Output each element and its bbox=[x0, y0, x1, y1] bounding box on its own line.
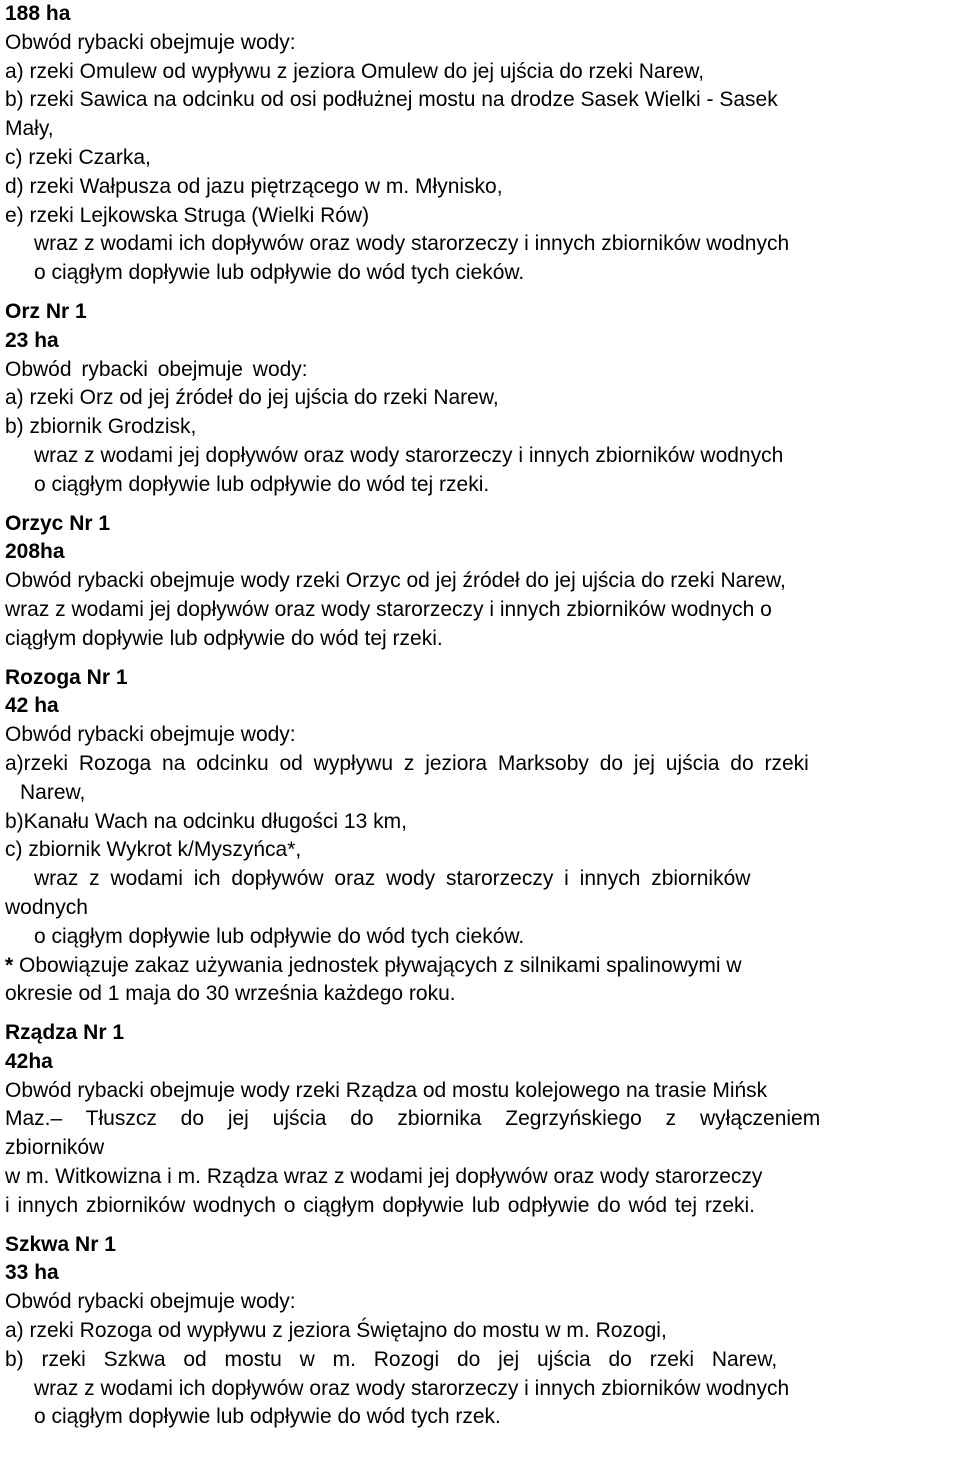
list-item: a)rzeki Rozoga na odcinku od wypływu z jeziora Marksoby do jej ujścia do rzeki bbox=[5, 751, 809, 775]
paragraph-line: wraz z wodami jej dopływów oraz wody starorzeczy i innych zbiorników wodnych o bbox=[5, 597, 772, 621]
list-item: c) rzeki Czarka, bbox=[5, 145, 151, 169]
paragraph-line: wraz z wodami ich dopływów oraz wody starorzeczy i innych zbiorników wodnych bbox=[34, 1376, 790, 1400]
paragraph-line: Obwód rybacki obejmuje wody rzeki Orzyc od jej źródeł do jej ujścia do rzeki Narew, bbox=[5, 569, 786, 593]
list-item: Mały, bbox=[5, 117, 54, 141]
section-area: 23 ha bbox=[5, 328, 59, 352]
section-orzyc bbox=[5, 510, 955, 654]
list-item: b) rzeki Sawica na odcinku od osi podłużnej mostu na drodze Sasek Wielki - Sasek bbox=[5, 88, 778, 112]
list-item: b) zbiornik Grodzisk, bbox=[5, 415, 197, 439]
paragraph-line: wraz z wodami jej dopływów oraz wody starorzeczy i innych zbiorników wodnych bbox=[34, 443, 784, 467]
paragraph-line: o ciągłym dopływie lub odpływie do wód tych cieków. bbox=[34, 924, 525, 948]
document-page bbox=[5, 0, 955, 1432]
section-continued bbox=[5, 0, 955, 288]
list-item: b) rzeki Szkwa od mostu w m. Rozogi do jej ujścia do rzeki Narew, bbox=[5, 1347, 778, 1371]
paragraph-line: o ciągłym dopływie lub odpływie do wód tych cieków. bbox=[34, 261, 525, 285]
section-area: 188 ha bbox=[5, 2, 71, 25]
footnote-mark: * bbox=[5, 953, 14, 977]
list-item: b)Kanału Wach na odcinku długości 13 km, bbox=[5, 809, 407, 833]
paragraph-line: Obwód rybacki obejmuje wody rzeki Rządza od mostu kolejowego na trasie Mińsk bbox=[5, 1078, 768, 1102]
section-title: Szkwa Nr 1 bbox=[5, 1232, 116, 1256]
paragraph-line: i innych zbiorników wodnych o ciągłym dopływie lub odpływie do wód tej rzeki. bbox=[5, 1193, 756, 1217]
section-intro: Obwód rybacki obejmuje wody: bbox=[5, 357, 308, 381]
section-intro: Obwód rybacki obejmuje wody: bbox=[5, 1290, 296, 1314]
section-area: 33 ha bbox=[5, 1261, 59, 1285]
list-item: Narew, bbox=[20, 780, 86, 804]
footnote-text: Obowiązuje zakaz używania jednostek pływających z silnikami spalinowymi w bbox=[13, 953, 742, 977]
section-title: Rządza Nr 1 bbox=[5, 1021, 125, 1045]
list-item: a) rzeki Omulew od wypływu z jeziora Omulew do jej ujścia do rzeki Narew, bbox=[5, 59, 705, 83]
paragraph-line: w m. Witkowizna i m. Rządza wraz z wodami jej dopływów oraz wody starorzeczy bbox=[5, 1165, 763, 1189]
footnote bbox=[5, 952, 955, 981]
list-item: c) zbiornik Wykrot k/Myszyńca*, bbox=[5, 838, 302, 862]
section-orz bbox=[5, 298, 955, 500]
paragraph-line: wraz z wodami ich dopływów oraz wody starorzeczy i innych zbiorników wodnych bbox=[34, 232, 790, 256]
paragraph-line: Maz.– Tłuszcz do jej ujścia do zbiornika Zegrzyńskiego z wyłączeniem bbox=[5, 1107, 821, 1131]
paragraph-line: o ciągłym dopływie lub odpływie do wód tych rzek. bbox=[34, 1405, 501, 1429]
section-title: Orz Nr 1 bbox=[5, 299, 87, 323]
paragraph-line: wodnych bbox=[5, 895, 88, 919]
list-item: e) rzeki Lejkowska Struga (Wielki Rów) bbox=[5, 203, 370, 227]
list-item: a) rzeki Orz od jej źródeł do jej ujścia do rzeki Narew, bbox=[5, 386, 499, 410]
footnote-line: okresie od 1 maja do 30 września każdego roku. bbox=[5, 982, 456, 1006]
section-szkwa bbox=[5, 1231, 955, 1433]
section-intro: Obwód rybacki obejmuje wody: bbox=[5, 30, 296, 54]
paragraph-line: ciągłym dopływie lub odpływie do wód tej rzeki. bbox=[5, 626, 443, 650]
section-rozoga bbox=[5, 664, 955, 1010]
section-area: 208ha bbox=[5, 540, 65, 564]
paragraph-line: wraz z wodami ich dopływów oraz wody starorzeczy i innych zbiorników bbox=[34, 867, 751, 891]
section-title: Rozoga Nr 1 bbox=[5, 665, 128, 689]
section-rzadza bbox=[5, 1019, 955, 1221]
section-area: 42 ha bbox=[5, 694, 59, 718]
section-title: Orzyc Nr 1 bbox=[5, 511, 111, 535]
section-intro: Obwód rybacki obejmuje wody: bbox=[5, 723, 296, 747]
list-item: d) rzeki Wałpusza od jazu piętrzącego w m. Młynisko, bbox=[5, 174, 503, 198]
section-area: 42ha bbox=[5, 1049, 53, 1073]
paragraph-line: o ciągłym dopływie lub odpływie do wód tej rzeki. bbox=[34, 472, 490, 496]
paragraph-line: zbiorników bbox=[5, 1136, 105, 1160]
list-item: a) rzeki Rozoga od wypływu z jeziora Świętajno do mostu w m. Rozogi, bbox=[5, 1319, 667, 1343]
